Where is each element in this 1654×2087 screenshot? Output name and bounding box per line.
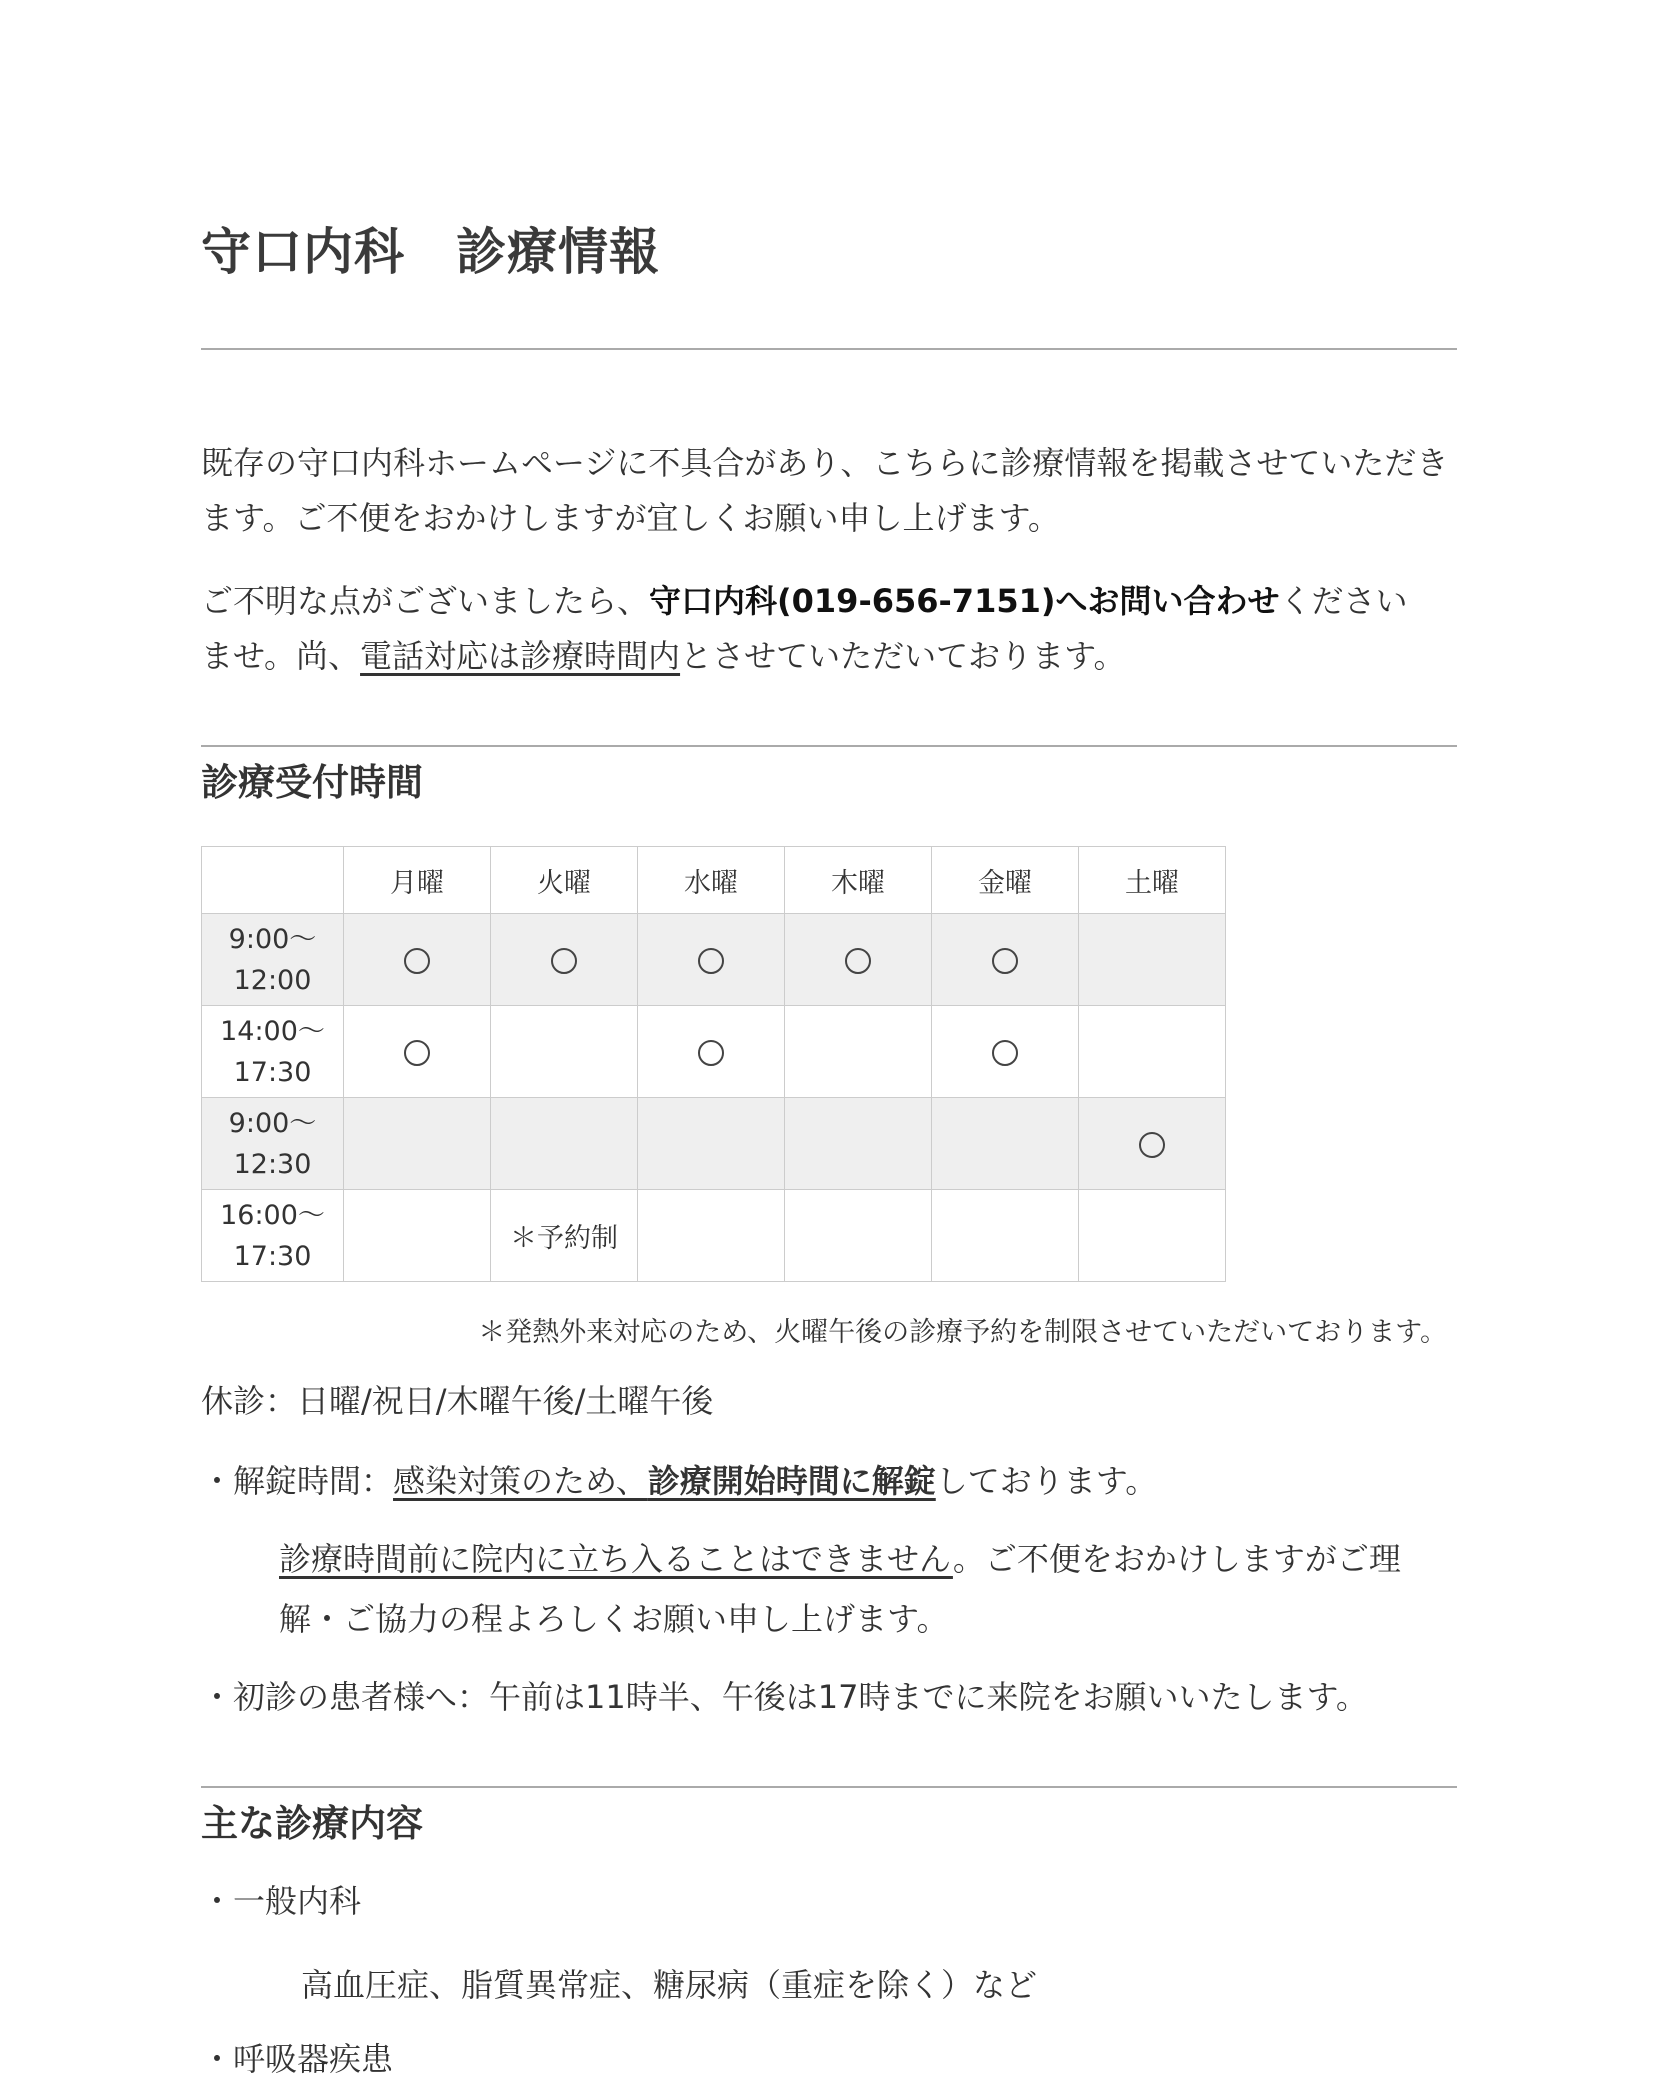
schedule-cell <box>785 914 932 1006</box>
time-slot <box>202 1006 344 1098</box>
schedule-cell <box>344 1190 491 1282</box>
open-circle-icon <box>698 948 724 974</box>
hours-heading: 診療受付時間 <box>201 761 423 804</box>
table-row <box>202 1006 1226 1098</box>
open-circle-icon <box>698 1040 724 1066</box>
time-start: 9:00〜 <box>228 1107 317 1139</box>
schedule-cell <box>785 1006 932 1098</box>
schedule-cell <box>344 914 491 1006</box>
schedule-cell <box>638 1006 785 1098</box>
table-row <box>202 1190 1226 1282</box>
header-friday: 金曜 <box>932 847 1079 914</box>
time-end: 12:00 <box>233 964 312 996</box>
cell-note: ＊予約制 <box>510 1223 618 1254</box>
table-row <box>202 1098 1226 1190</box>
open-circle-icon <box>551 948 577 974</box>
schedule-cell <box>932 1190 1079 1282</box>
phone-hours-note: 電話対応は診療時間内 <box>360 637 681 675</box>
time-slot <box>202 1190 344 1282</box>
schedule-cell <box>1079 1190 1226 1282</box>
page-title: 守口内科 診療情報 <box>201 223 660 281</box>
schedule-footnote: ＊発熱外来対応のため、火曜午後の診療予約を制限させていただいております。 <box>478 1317 1447 1348</box>
schedule-cell <box>491 914 638 1006</box>
contact-phone: 守口内科(019-656-7151)へお問い合わせ <box>649 582 1280 620</box>
schedule-cell <box>1079 1006 1226 1098</box>
header-monday: 月曜 <box>344 847 491 914</box>
schedule-cell <box>1079 1098 1226 1190</box>
time-start: 9:00〜 <box>228 923 317 955</box>
open-circle-icon <box>404 948 430 974</box>
content-item-general-detail: 高血圧症、脂質異常症、糖尿病（重症を除く）など <box>301 1966 1038 2004</box>
first-visit-note: ・初診の患者様へ：午前は11時半、午後は17時までに来院をお願いいたします。 <box>201 1678 1368 1716</box>
schedule-cell <box>638 914 785 1006</box>
schedule-cell <box>638 1098 785 1190</box>
open-circle-icon <box>404 1040 430 1066</box>
intro-text-b: ください <box>1279 582 1408 620</box>
schedule-cell <box>344 1098 491 1190</box>
intro-paragraph-2 <box>201 574 1457 684</box>
unlock-timing: 診療開始時間に解錠 <box>647 1462 936 1500</box>
time-end: 17:30 <box>233 1240 312 1272</box>
section-divider-hours <box>201 745 1457 747</box>
content-item-general: ・一般内科 <box>201 1882 362 1920</box>
table-header-row <box>202 847 1226 914</box>
open-circle-icon <box>992 1040 1018 1066</box>
content-heading: 主な診療内容 <box>201 1802 423 1845</box>
schedule-cell <box>344 1006 491 1098</box>
content-item-respiratory: ・呼吸器疾患 <box>201 2040 394 2078</box>
header-saturday: 土曜 <box>1079 847 1226 914</box>
time-slot <box>202 1098 344 1190</box>
intro-paragraph-1: 既存の守口内科ホームページに不具合があり、こちらに診療情報を掲載させていただきます。ご不便をおかけしますが宜しくお願い申し上げます。 <box>201 444 1449 537</box>
schedule-cell <box>491 1006 638 1098</box>
open-circle-icon <box>1139 1132 1165 1158</box>
time-slot <box>202 914 344 1006</box>
time-start: 16:00〜 <box>220 1199 325 1231</box>
open-circle-icon <box>845 948 871 974</box>
open-circle-icon <box>992 948 1018 974</box>
intro-text-d: とさせていただいております。 <box>680 637 1126 675</box>
unlock-notice <box>279 1529 1459 1649</box>
table-row <box>202 914 1226 1006</box>
closed-days: 休診：日曜/祝日/木曜午後/土曜午後 <box>201 1382 714 1420</box>
header-wednesday: 水曜 <box>638 847 785 914</box>
schedule-cell <box>932 1098 1079 1190</box>
schedule-cell <box>785 1098 932 1190</box>
title-divider <box>201 348 1457 350</box>
unlock-label: ・解錠時間： <box>201 1462 394 1500</box>
schedule-cell <box>932 914 1079 1006</box>
time-end: 12:30 <box>233 1148 312 1180</box>
unlock-time <box>201 1454 1157 1509</box>
time-start: 14:00〜 <box>220 1015 325 1047</box>
schedule-table <box>201 846 1226 1282</box>
unlock-rest: しております。 <box>935 1462 1158 1500</box>
intro-text-c: ませ。尚、 <box>201 637 361 675</box>
header-thursday: 木曜 <box>785 847 932 914</box>
no-entry-notice: 診療時間前に院内に立ち入ることはできません <box>279 1540 953 1578</box>
unlock-apology: 。ご不便をおかけしますがご理解・ご協力の程よろしくお願い申し上げます。 <box>279 1540 1401 1638</box>
unlock-reason: 感染対策のため、 <box>393 1462 648 1500</box>
section-divider-content <box>201 1786 1457 1788</box>
schedule-cell <box>932 1006 1079 1098</box>
time-end: 17:30 <box>233 1056 312 1088</box>
schedule-cell <box>638 1190 785 1282</box>
schedule-cell <box>491 1098 638 1190</box>
header-corner <box>202 847 344 914</box>
schedule-cell <box>785 1190 932 1282</box>
schedule-cell <box>491 1190 638 1282</box>
intro-text-a: ご不明な点がございましたら、 <box>201 582 650 620</box>
header-tuesday: 火曜 <box>491 847 638 914</box>
schedule-cell <box>1079 914 1226 1006</box>
